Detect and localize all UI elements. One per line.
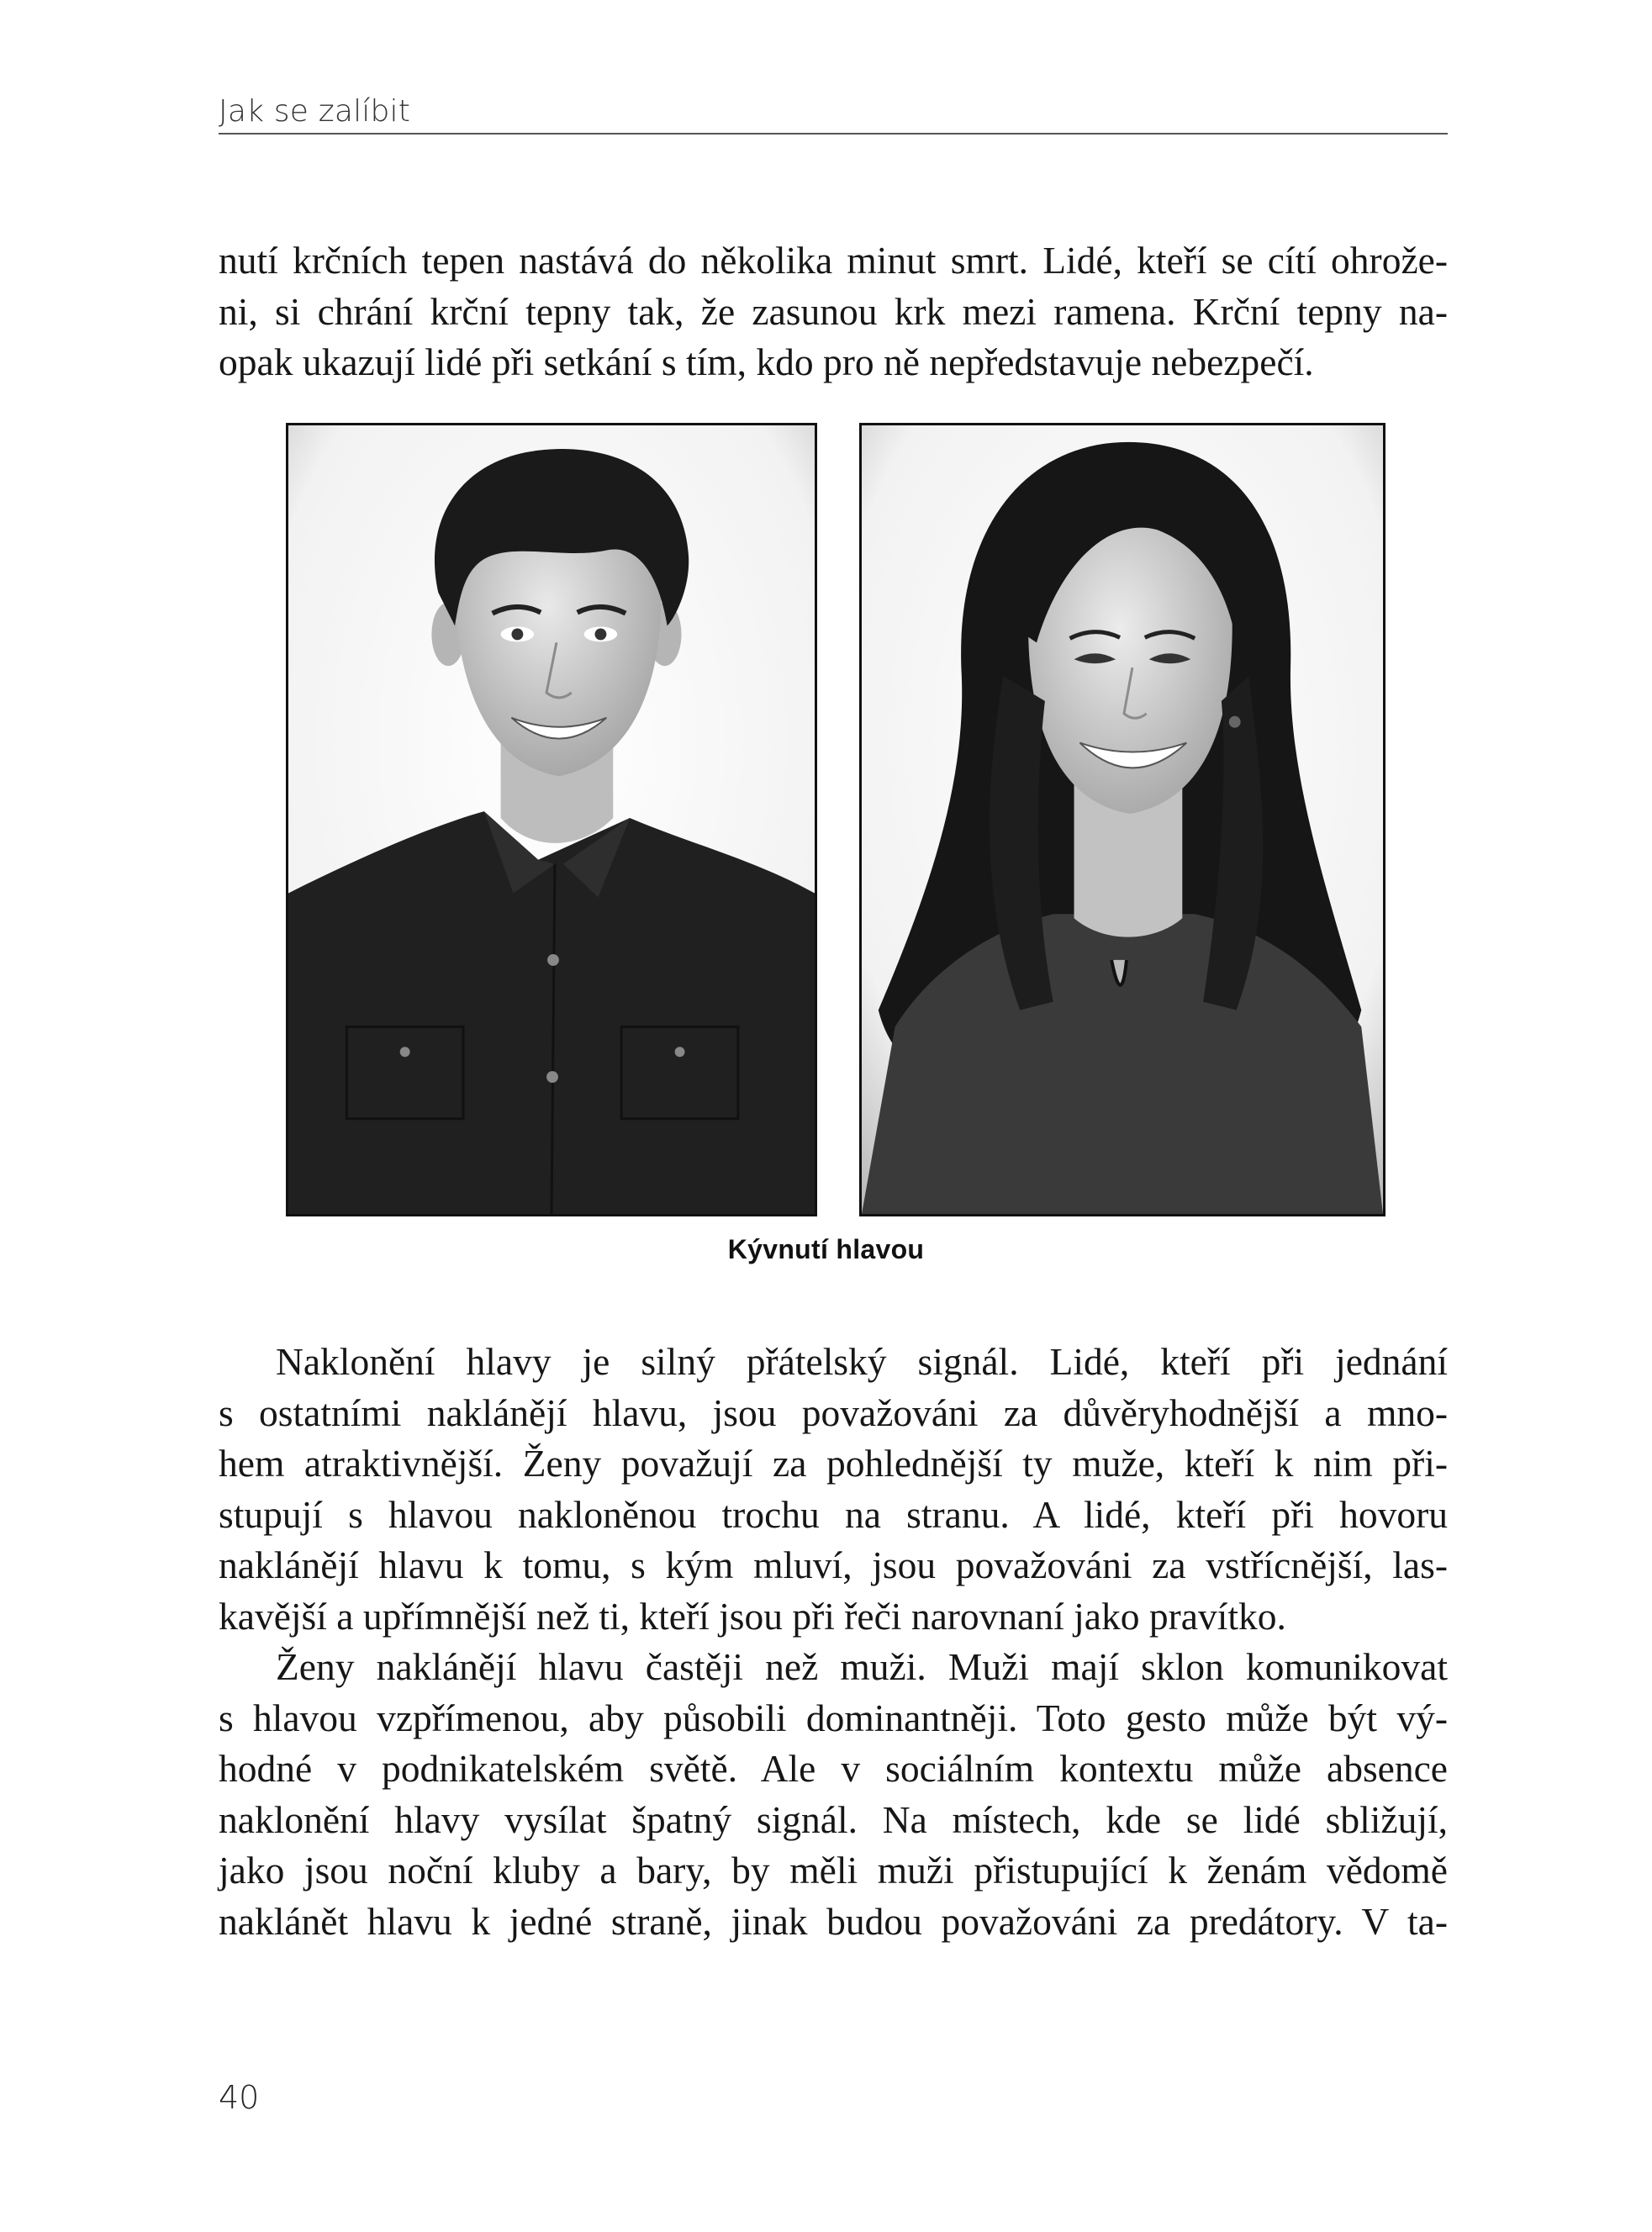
text-line: hodné v podnikatelském světě. Ale v sociálním kontextu může absence	[219, 1747, 1448, 1790]
page-number: 40	[219, 2079, 260, 2116]
body-text	[219, 1337, 1448, 1947]
man-headshot-illustration	[288, 425, 815, 1214]
text-line: jako jsou noční kluby a bary, by měli muži přistupující k ženám vědomě	[219, 1849, 1448, 1892]
text-line: opak ukazují lidé při setkání s tím, kdo pro ně nepředstavuje nebezpečí.	[219, 340, 1314, 383]
text-line: s ostatními naklánějí hlavu, jsou považováni za důvěryhodnější a mno-	[219, 1390, 1448, 1434]
text-line: naklonění hlavy vysílat špatný signál. Na místech, kde se lidé sbližují,	[219, 1797, 1448, 1841]
text-line: naklánět hlavu k jedné straně, jinak budou považováni za predátory. V ta-	[219, 1899, 1448, 1943]
header-rule	[219, 133, 1448, 135]
text-line: kavější a upřímnější než ti, kteří jsou při řeči narovnaní jako pravítko.	[219, 1594, 1286, 1638]
text-line: naklánějí hlavu k tomu, s kým mluví, jsou považováni za vstřícnější, las-	[219, 1543, 1448, 1586]
text-line: nutí krčních tepen nastává do několika minut smrt. Lidé, kteří se cítí ohrože-	[219, 239, 1448, 282]
text-line: ni, si chrání krční tepny tak, že zasunou krk mezi ramena. Krční tepny na-	[219, 289, 1448, 333]
figure-caption: Kývnutí hlavou	[727, 1234, 925, 1264]
text-line: stupují s hlavou nakloněnou trochu na stranu. A lidé, kteří při hovoru	[219, 1492, 1448, 1536]
text-line: s hlavou vzpřímenou, aby působili dominantněji. Toto gesto může být vý-	[219, 1696, 1448, 1739]
text-line: Ženy naklánějí hlavu častěji než muži. Muži mají sklon komunikovat	[276, 1645, 1448, 1688]
running-head: Jak se zalíbit	[219, 94, 411, 129]
intro-text	[219, 235, 1448, 388]
text-line: hem atraktivnější. Ženy považují za pohlednější ty muže, kteří k nim při-	[219, 1442, 1448, 1485]
photo-woman	[859, 423, 1385, 1216]
text-line: Naklonění hlavy je silný přátelský signál. Lidé, kteří při jednání	[276, 1340, 1448, 1383]
photo-man	[286, 423, 817, 1216]
woman-headshot-illustration	[862, 425, 1383, 1214]
